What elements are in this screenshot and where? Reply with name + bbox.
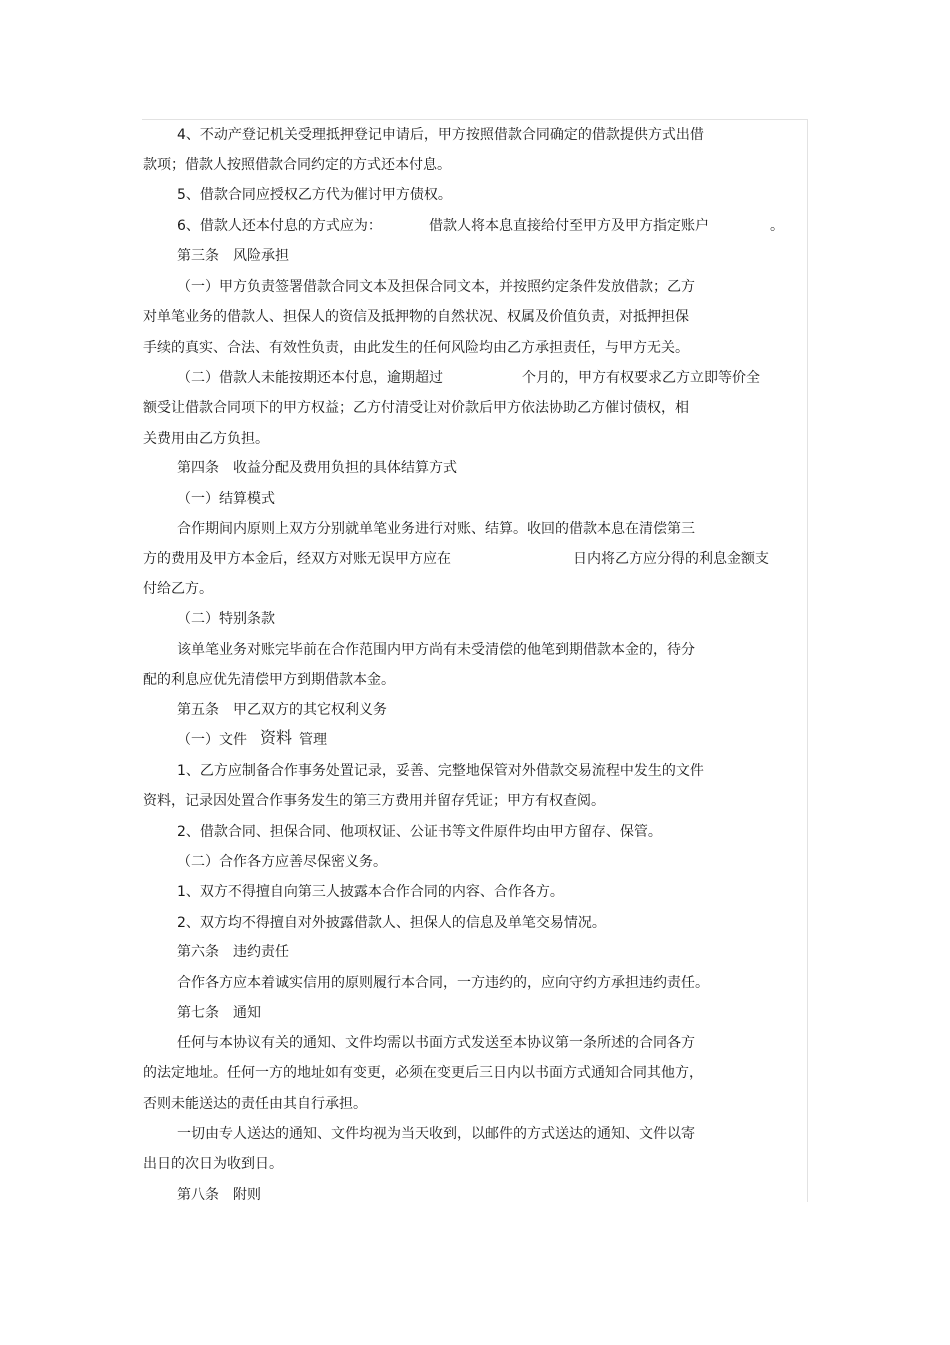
text-line: 的法定地址。任何一方的地址如有变更，必须在变更后三日内以书面方式通知合同其他方， — [143, 1065, 703, 1081]
text-line: （一）结算模式 — [177, 491, 275, 507]
text-line: 日内将乙方应分得的利息金额支 — [573, 551, 769, 567]
section-heading: 第六条 违约责任 — [177, 944, 289, 960]
text-line: 出日的次日为收到日。 — [143, 1156, 283, 1172]
text-line: 额受让借款合同项下的甲方权益；乙方付清受让对价款后甲方依法协助乙方催讨债权，相 — [143, 400, 689, 416]
section-heading: 第八条 附则 — [177, 1187, 261, 1203]
text-line: 。 — [770, 218, 784, 234]
text-line: 6、借款人还本付息的方式应为： — [177, 218, 382, 234]
text-line: 1、乙方应制备合作事务处置记录，妥善、完整地保管对外借款交易流程中发生的文件 — [177, 763, 704, 779]
text-line: 2、借款合同、担保合同、他项权证、公证书等文件原件均由甲方留存、保管。 — [177, 824, 662, 840]
text-line: 资料，记录因处置合作事务发生的第三方费用并留存凭证；甲方有权查阅。 — [143, 793, 605, 809]
section-heading: 第五条 甲乙双方的其它权利义务 — [177, 702, 387, 718]
section-heading: 第七条 通知 — [177, 1005, 261, 1021]
text-line: 付给乙方。 — [143, 581, 213, 597]
text-line: 一切由专人送达的通知、文件均视为当天收到，以邮件的方式送达的通知、文件以寄 — [177, 1126, 695, 1142]
text-line: 关费用由乙方负担。 — [143, 431, 269, 447]
text-line: 手续的真实、合法、有效性负责，由此发生的任何风险均由乙方承担责任，与甲方无关。 — [143, 340, 689, 356]
text-line: 任何与本协议有关的通知、文件均需以书面方式发送至本协议第一条所述的合同各方 — [177, 1035, 695, 1051]
section-heading: 第四条 收益分配及费用负担的具体结算方式 — [177, 460, 457, 476]
text-line: 5、借款合同应授权乙方代为催讨甲方债权。 — [177, 187, 452, 203]
text-line: 合作期间内原则上双方分别就单笔业务进行对账、结算。收回的借款本息在清偿第三 — [177, 521, 695, 537]
text-line: （二）合作各方应善尽保密义务。 — [177, 854, 387, 870]
text-line: （一）甲方负责签署借款合同文本及担保合同文本，并按照约定条件发放借款；乙方 — [177, 279, 695, 295]
text-line: 管理 — [299, 732, 327, 748]
text-line: 该单笔业务对账完毕前在合作范围内甲方尚有未受清偿的他笔到期借款本金的，待分 — [177, 642, 695, 658]
text-line: 对单笔业务的借款人、担保人的资信及抵押物的自然状况、权属及价值负责，对抵押担保 — [143, 309, 689, 325]
section-heading: 第三条 风险承担 — [177, 248, 289, 264]
text-line: 款项；借款人按照借款合同约定的方式还本付息。 — [143, 157, 451, 173]
text-line: 借款人将本息直接给付至甲方及甲方指定账户 — [429, 218, 709, 234]
text-line: 个月的，甲方有权要求乙方立即等价全 — [522, 370, 760, 386]
text-line: 否则未能送达的责任由其自行承担。 — [143, 1096, 367, 1112]
text-line: 1、双方不得擅自向第三人披露本合作合同的内容、合作各方。 — [177, 884, 564, 900]
text-line: 方的费用及甲方本金后，经双方对账无误甲方应在 — [143, 551, 451, 567]
text-line: （二）借款人未能按期还本付息，逾期超过 — [177, 370, 443, 386]
text-line: 资料 — [260, 728, 293, 747]
text-line: 4、不动产登记机关受理抵押登记申请后，甲方按照借款合同确定的借款提供方式出借 — [177, 127, 704, 143]
text-line: 2、双方均不得擅自对外披露借款人、担保人的信息及单笔交易情况。 — [177, 915, 606, 931]
text-line: （一）文件 — [177, 732, 247, 748]
text-line: （二）特别条款 — [177, 611, 275, 627]
text-line: 合作各方应本着诚实信用的原则履行本合同，一方违约的，应向守约方承担违约责任。 — [177, 975, 709, 991]
text-line: 配的利息应优先清偿甲方到期借款本金。 — [143, 672, 395, 688]
